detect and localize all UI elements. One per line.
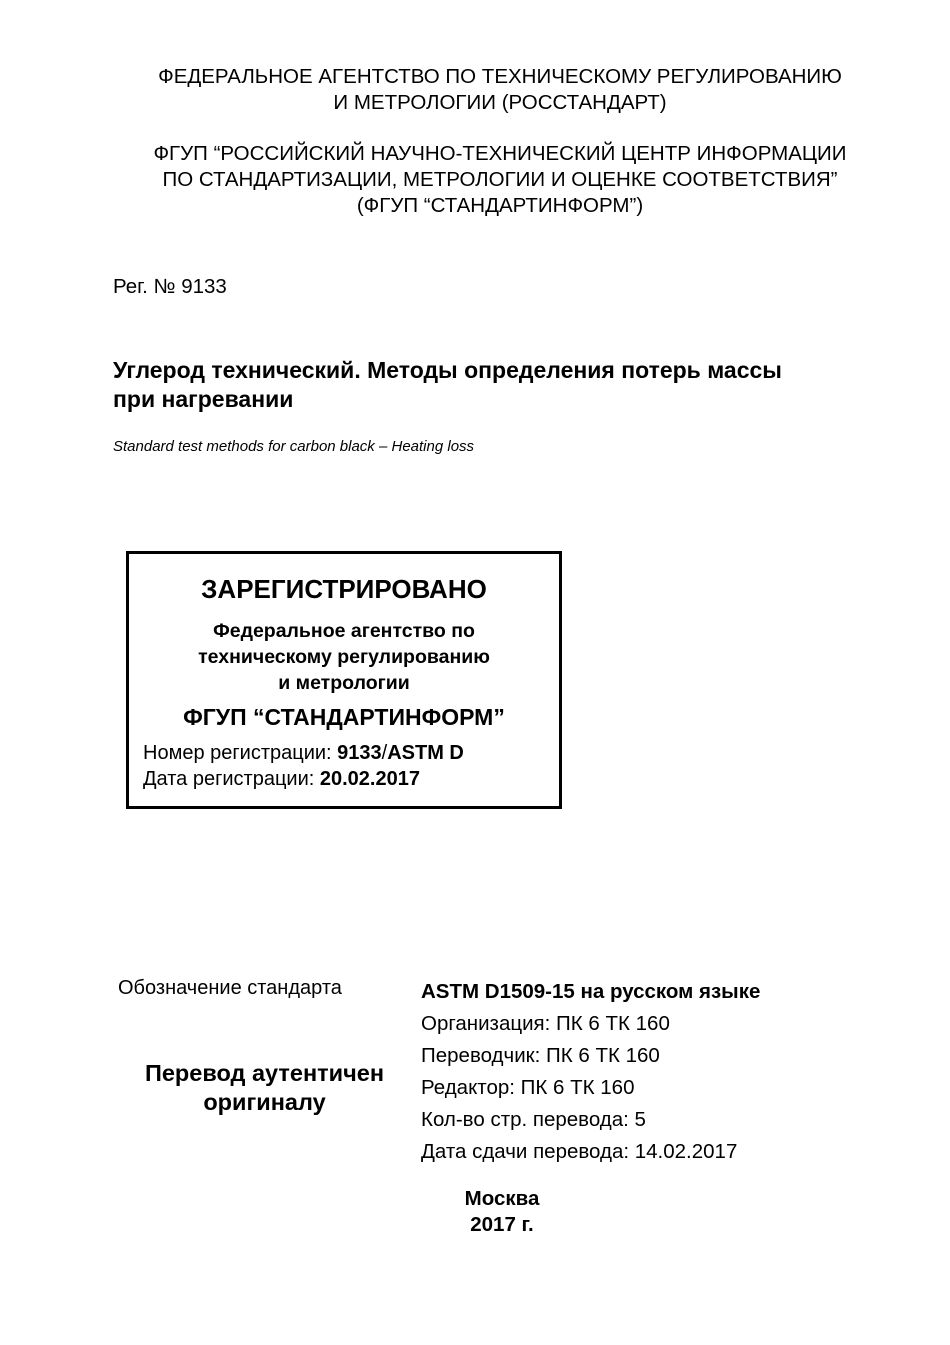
translator-line: Переводчик: ПК 6 ТК 160 [421, 1044, 660, 1067]
stamp-number-separator: / [381, 742, 388, 764]
stamp-date-label: Дата регистрации: [143, 768, 320, 790]
fgup-line-2: ПО СТАНДАРТИЗАЦИИ, МЕТРОЛОГИИ И ОЦЕНКЕ СООТВЕТСТВИЯ” [162, 168, 838, 191]
footer-city: Москва [464, 1187, 540, 1210]
fgup-header [0, 141, 950, 219]
english-title: Standard test methods for carbon black – Heating loss [113, 438, 475, 455]
stamp-org-line-2: техническому регулированию [198, 646, 490, 668]
agency-line-1: ФЕДЕРАЛЬНОЕ АГЕНТСТВО ПО ТЕХНИЧЕСКОМУ РЕГУЛИРОВАНИЮ [158, 65, 842, 88]
agency-line-2: И МЕТРОЛОГИИ (РОССТАНДАРТ) [333, 91, 667, 114]
translation-details [421, 979, 760, 1171]
stamp-registration-number [143, 742, 464, 765]
authentic-line-2: оригиналу [203, 1089, 326, 1115]
delivery-date-line: Дата сдачи перевода: 14.02.2017 [421, 1140, 738, 1163]
title-line-1: Углерод технический. Методы определения потерь массы [113, 357, 782, 383]
stamp-number-label: Номер регистрации: [143, 742, 338, 764]
title-line-2: при нагревании [113, 386, 294, 412]
document-title [113, 356, 903, 414]
stamp-organization [129, 618, 559, 696]
stamp-registration-date [143, 768, 420, 791]
organization-line: Организация: ПК 6 ТК 160 [421, 1012, 670, 1035]
authentic-translation-note [122, 1059, 407, 1117]
footer-place-year [402, 1186, 602, 1238]
stamp-fgup: ФГУП “СТАНДАРТИНФОРМ” [183, 704, 505, 730]
agency-header [0, 64, 950, 116]
registration-number: Рег. № 9133 [113, 275, 227, 298]
stamp-heading: ЗАРЕГИСТРИРОВАНО [201, 574, 487, 604]
stamp-date-value: 20.02.2017 [319, 768, 420, 790]
stamp-org-line-3: и метрологии [278, 672, 410, 694]
pages-line: Кол-во стр. перевода: 5 [421, 1108, 646, 1131]
footer-year: 2017 г. [470, 1213, 534, 1236]
editor-line: Редактор: ПК 6 ТК 160 [421, 1076, 635, 1099]
stamp-number-value-b: ASTM D [387, 742, 464, 764]
stamp-number-value-a: 9133 [337, 742, 382, 764]
stamp-org-line-1: Федеральное агентство по [213, 620, 475, 642]
designation-label: Обозначение стандарта [118, 977, 342, 999]
fgup-line-3: (ФГУП “СТАНДАРТИНФОРМ”) [356, 194, 644, 217]
fgup-line-1: ФГУП “РОССИЙСКИЙ НАУЧНО-ТЕХНИЧЕСКИЙ ЦЕНТР ИНФОРМАЦИИ [153, 142, 847, 165]
registration-stamp [126, 551, 562, 809]
authentic-line-1: Перевод аутентичен [144, 1060, 385, 1086]
standard-designation: ASTM D1509-15 на русском языке [421, 980, 761, 1003]
